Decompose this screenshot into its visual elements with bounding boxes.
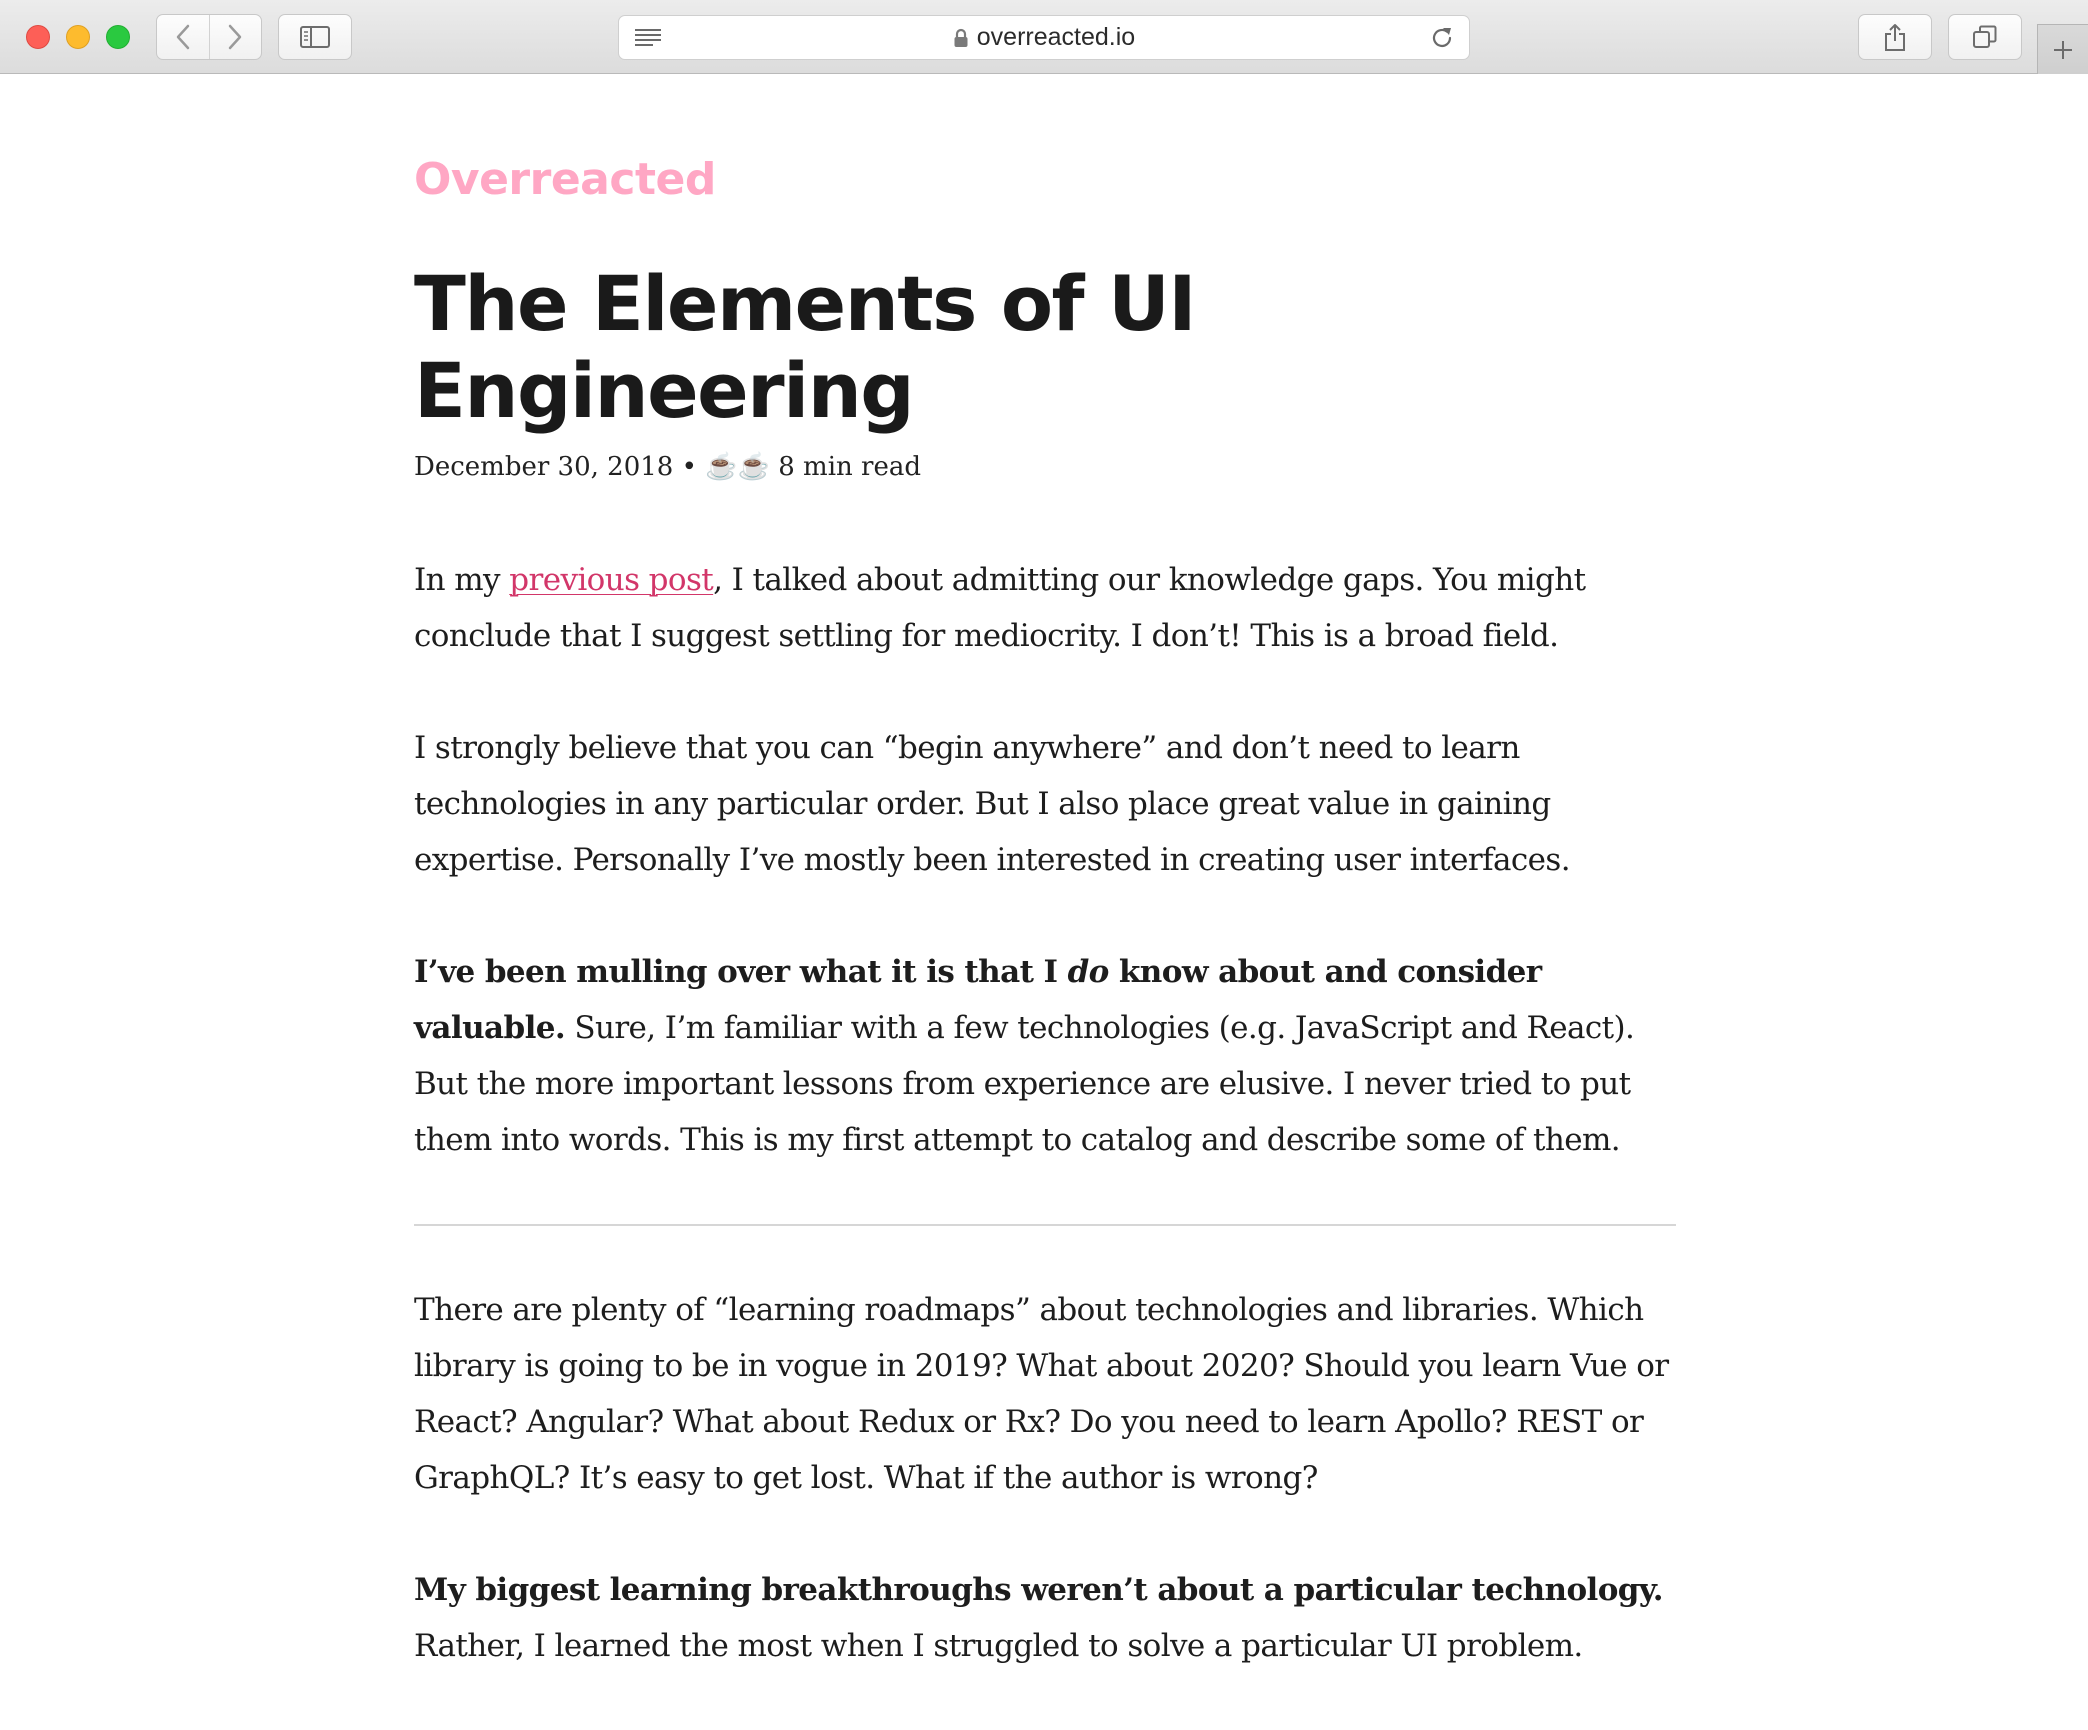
sidebar-icon <box>300 26 330 48</box>
sidebar-button[interactable] <box>278 14 352 60</box>
read-time: 8 min read <box>778 452 921 482</box>
back-button[interactable] <box>157 15 209 59</box>
tabs-icon <box>1972 24 1998 50</box>
lock-icon <box>953 27 969 49</box>
browser-toolbar <box>0 0 2088 74</box>
reload-icon <box>1429 25 1455 51</box>
site-title-link[interactable]: Overreacted <box>414 154 716 205</box>
url-display <box>619 16 1469 59</box>
previous-post-link[interactable]: previous post <box>509 562 714 598</box>
forward-button[interactable] <box>209 15 262 59</box>
post-title: The Elements of UI Engineering <box>414 259 1196 435</box>
share-icon <box>1883 22 1907 52</box>
close-window-button[interactable] <box>26 25 50 49</box>
share-button[interactable] <box>1858 14 1932 60</box>
article-body <box>414 552 1676 1730</box>
post-meta <box>414 452 921 482</box>
history-nav-group <box>156 14 262 60</box>
reload-button[interactable] <box>1429 25 1455 55</box>
section-divider <box>414 1224 1676 1226</box>
chevron-right-icon <box>227 24 243 50</box>
paragraph-1: In my previous post, I talked about admitting our knowledge gaps. You might conclude that I suggest settling for mediocrity. I don’t! This is a broad field. <box>414 562 1586 654</box>
meta-separator: • <box>681 452 697 482</box>
post-date: December 30, 2018 <box>414 452 674 482</box>
paragraph-5: My biggest learning breakthroughs weren’t about a particular technology. Rather, I learned the most when I struggled to solve a particular UI problem. <box>414 1572 1663 1664</box>
address-bar[interactable] <box>618 15 1470 60</box>
tab-overview-button[interactable] <box>1948 14 2022 60</box>
paragraph-4: There are plenty of “learning roadmaps” about technologies and libraries. Which library is going to be in vogue in 2019? What about 2020? Should you learn Vue or React? Angular? What about Redux or Rx? Do you need to learn Apollo? REST or GraphQL? It’s easy to get lost. What if the author is wrong? <box>414 1292 1669 1496</box>
plus-icon <box>2051 38 2075 62</box>
fullscreen-window-button[interactable] <box>106 25 130 49</box>
paragraph-3-bold: I’ve been mulling over what it is that I do know about and consider valuable. <box>414 954 1542 1046</box>
paragraph-2: I strongly believe that you can “begin anywhere” and don’t need to learn technologies in any particular order. But I also place great value in gaining expertise. Personally I’ve mostly been interested in creating user interfaces. <box>414 730 1570 878</box>
url-text: overreacted.io <box>976 23 1136 51</box>
chevron-left-icon <box>175 24 191 50</box>
coffee-icon: ☕☕ <box>705 452 770 482</box>
paragraph-3: I’ve been mulling over what it is that I do know about and consider valuable. Sure, I’m familiar with a few technologies (e.g. JavaScript and React). But the more important lessons from experience are elusive. I never tried to put them into words. This is my first attempt to catalog and describe some of them. <box>414 954 1635 1158</box>
new-tab-button[interactable] <box>2037 24 2088 74</box>
minimize-window-button[interactable] <box>66 25 90 49</box>
